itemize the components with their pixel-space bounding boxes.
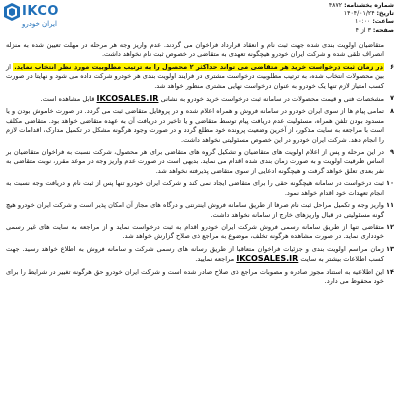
list-item: [6, 201, 394, 220]
brand-name: IKCO: [22, 4, 59, 19]
item-number: ۱۲: [385, 222, 394, 231]
item-text: متقاضی تنها از طریق سامانه رسمی فروش شرکت ایران خودرو اقدام به ثبت درخواست نماید و از مراجعه به سایت های غیر رسمی خودداری نماید. در صورت مشاهده هرگونه تخلف، موضوع به مراجع ذی صلاح گزارش خواهد شد.: [6, 222, 384, 241]
document-header: [0, 0, 400, 40]
item-text: مشخصات فنی و قیمت محصولات در سامانه ثبت درخواست خرید خودرو به نشانی IKCOSALES.IR قابل مشاهده است.: [40, 94, 384, 104]
item-number: ۱۴: [385, 267, 394, 276]
item-number: ۹: [389, 148, 394, 157]
document-body: [6, 41, 394, 405]
item-text: در زمان ثبت درخواست خرید هر متقاضی می تواند حداکثر ۲ محصول را به ترتیب مطلوبیت مورد نظر انتخاب نماید. از بین محصولات انتخاب شده، به ترتیب مطلوبیت درخواست مشتری در فرایند اولویت بندی هر خودرو شرکت داده می شود و نهایتا در صورت کسب امتیاز لازم تنها یک خودرو به عنوان درخواست نهایی مشتری منظور خواهد شد.: [6, 62, 384, 90]
item-text: متقاضیان اولویت بندی شده جهت ثبت نام و انعقاد قرارداد فراخوان می گردند. عدم واریز وجه هر مرحله در مهلت تعیین شده به منزله انصراف تلقی شده و شرکت ایران خودرو هیچگونه تعهدی به متقاضی در خصوص ثبت نام نخواهد داشت.: [6, 41, 384, 59]
circular-meta: [274, 2, 394, 35]
list-item: [6, 223, 394, 242]
item-number: ۷: [389, 94, 394, 103]
item-text: ثبت درخواست در سامانه هیچگونه حقی را برای متقاضی ایجاد نمی کند و شرکت ایران خودرو تنها پس از ثبت نام و دریافت وجه نسبت به انجام تعهدات خود اقدام خواهد نمود.: [6, 179, 384, 197]
sales-site-link[interactable]: IKCOSALES.IR: [236, 254, 299, 264]
item-text: در این مرحله و پس از اعلام اولویت های متقاضیان و تشکیل گروه های متقاضی برای هر محصول، شرکت نسبت به فراخوان متقاضیان بر اساس ظرفیت اولویت و به صورت زمان بندی شده اقدام می نماید. بدیهی است در صورت عدم واریز وجه در موعد مقرر، نوبت متقاضی به نفر بعدی تعلق خواهد گرفت و هیچگونه ادعایی از سوی متقاضی پذیرفته نخواهد شد.: [6, 148, 384, 175]
meta-time: ساعت: ۱۰:۰۰: [354, 18, 394, 26]
item-number: [384, 41, 394, 60]
item-number: ۱۰: [385, 179, 394, 188]
item-number: ۱۳: [385, 244, 394, 253]
item-text: واریز وجه و تکمیل مراحل ثبت نام صرفا از طریق سامانه فروش اینترنتی و درگاه های مجاز آن امکان پذیر است و شرکت ایران خودرو هیچ گونه مسئولیتی در قبال واریزهای خارج از سامانه نخواهد داشت.: [6, 201, 384, 219]
list-item: [6, 179, 394, 198]
meta-page: صفحه: ۳ از ۴: [355, 26, 394, 34]
list-item: [6, 41, 394, 60]
brand-tagline: ایران خودرو: [22, 20, 57, 28]
ikco-logo-icon: [4, 3, 20, 21]
item-number: ۶: [389, 62, 394, 71]
ikco-logo: [4, 2, 66, 34]
item-number: ۸: [389, 107, 394, 116]
item-text: تمامی پیام ها از سوی ایران خودرو در سامانه فروش و همراه اعلام شده و در پروفایل متقاضی ثبت می گردد. در صورت خاموش بودن و یا مسدود بودن تلفن همراه، مسئولیت عدم دریافت پیام توسط متقاضی و یا تاخیر در دریافت آن به عهده متقاضی خواهد بود. متقاضی مکلف است با مراجعه به سایت مذکور، از آخرین وضعیت پرونده خود مطلع گردد و در صورت وجود هرگونه مشکل در تکمیل مدارک، اقدامات لازم را انجام دهد. شرکت ایران خودرو در این خصوص مسئولیتی نخواهد داشت.: [6, 107, 384, 144]
list-item: [6, 63, 394, 91]
list-item: [6, 148, 394, 176]
list-item: [6, 268, 394, 287]
list-item: [6, 94, 394, 104]
list-item: [6, 107, 394, 145]
meta-date: تاریخ: ۱۴۰۴/۰۱/۲۴: [343, 10, 394, 18]
item-text: این اطلاعیه به استناد مجوز صادره و مصوبات مراجع ذی صلاح صادر شده است و شرکت ایران خودرو حق هرگونه تغییر در شرایط را برای خود محفوظ می دارد.: [6, 267, 384, 285]
list-item: [6, 245, 394, 265]
item-text: زمان مراسم اولویت بندی و جزئیات فراخوان متعاقبا از طریق رسانه های رسمی شرکت و سامانه فروش به اطلاع خواهد رسید. جهت کسب اطلاعات بیشتر به سایت IKCOSALES.IR مراجعه نمایید.: [6, 244, 384, 264]
highlighted-text: در زمان ثبت درخواست خرید هر متقاضی می تواند حداکثر ۲ محصول را به ترتیب مطلوبیت مورد نظر انتخاب نماید.: [14, 62, 383, 71]
meta-number: شماره بخشنامه: ۴۸۷۲: [328, 2, 394, 9]
sales-site-link[interactable]: IKCOSALES.IR: [96, 94, 159, 104]
item-number: ۱۱: [385, 201, 394, 210]
